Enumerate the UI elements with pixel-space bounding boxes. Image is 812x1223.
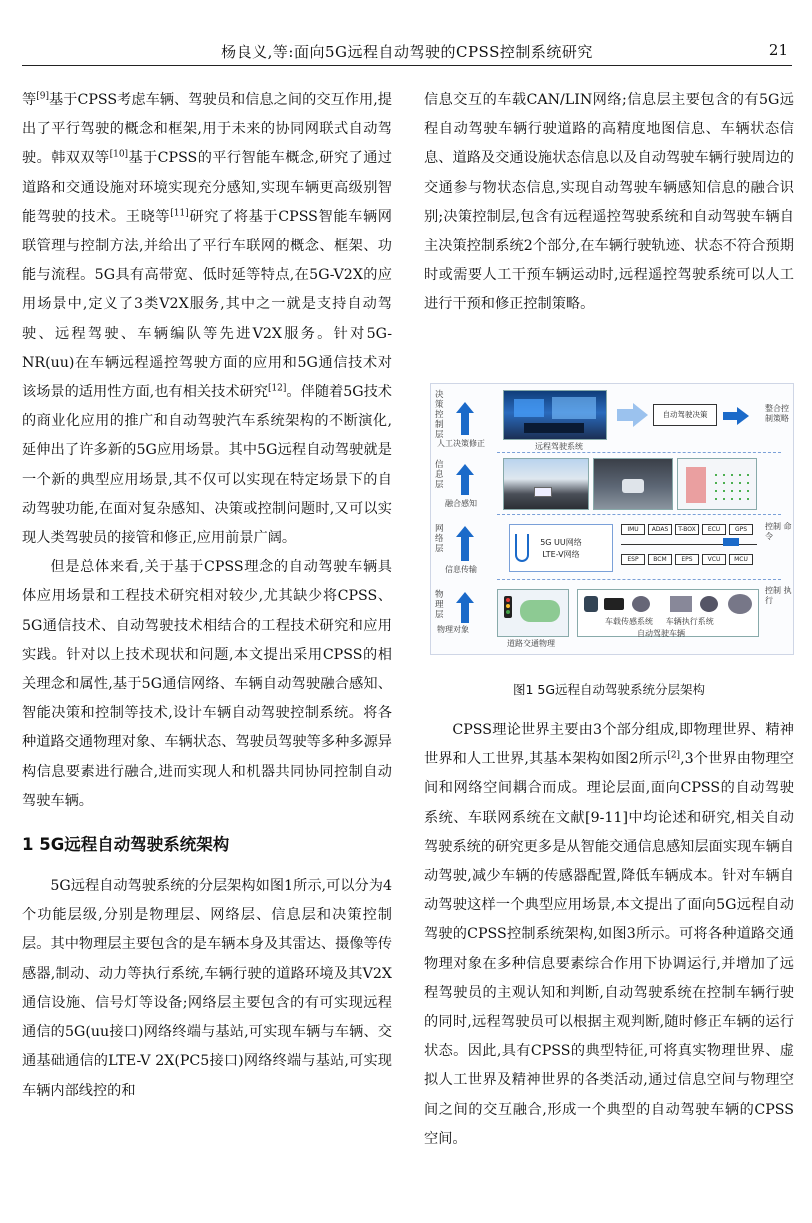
label-side-decision: 整合控 制策略	[765, 404, 789, 423]
paragraph: 等[9]基于CPSS考虑车辆、驾驶员和信息之间的交互作用,提出了平行驾驶的概念和框架,用于未来的协同网联式自动驾驶。韩双双等[10]基于CPSS的平行智能车概念,研究了通过道路和交通设施对环境实现充分感知,实现车辆更高级别智能驾驶的技术。王晓等[11]研究了将基于CPSS智能车辆网联管理与控制方法,并给出了平行车联网的概念、框架、功能与流程。5G具有高带宽、低时延等特点,在5G-V2X的应用场景中,定义了3类V2X服务,其中之一就是支持自动驾驶、远程驾驶、车辆编队等先进V2X服务。针对5G-NR(uu)在车辆远程遥控驾驶方面的应用和5G通信技术对该场景的适用性方面,也有相关技术研究[12]。伴随着5G技术的商业化应用的推广和自动驾驶汽车系统架构的不断演化,延伸出了许多新的5G应用场景。其中5G远程自动驾驶就是一个新的典型应用场景,其不仅可以实现在特定场景下的自动驾驶功能,在面对复杂感知、决策或控制问题时,又可以实现人类驾驶员的接管和修正,应用前景广阔。	[22, 91, 392, 547]
auto-decision-box: 自动驾驶决策	[653, 404, 717, 426]
citation-ref: [10]	[109, 149, 129, 160]
layer-divider	[497, 579, 781, 580]
road-photo	[503, 458, 589, 510]
label-remote-system: 远程驾驶系统	[535, 442, 583, 451]
label-side-exec: 控制 执行	[765, 586, 792, 605]
up-arrow-icon	[456, 526, 474, 537]
right-arrow-stem	[723, 538, 739, 546]
citation-ref: [2]	[667, 750, 681, 761]
up-arrow-stem	[461, 475, 469, 495]
label-vehicle-components: 车载传感系统 车辆执行系统	[605, 617, 714, 626]
network-node-tbox: T-BOX	[675, 524, 699, 535]
network-5g-box: 5G UU网络 LTE-V网络	[509, 524, 613, 572]
citation-ref: [11]	[170, 208, 189, 219]
section-heading: 1 5G远程自动驾驶系统架构	[22, 835, 230, 855]
scene-photo	[593, 458, 673, 510]
paragraph: 信息交互的车载CAN/LIN网络;信息层主要包含的有5G远程自动驾驶车辆行驶道路的高精度地图信息、车辆状态信息、道路及交通设施状态信息以及自动驾驶车辆行驶周边的交通参与物状态信息,实现自动驾驶车辆感知信息的融合识别;决策控制层,包含有远程遥控驾驶系统和自动驾驶车辆自主决策控制系统2个部分,在车辆行驶轨迹、状态不符合预期时或需要人工干预车辆运动时,远程遥控驾驶系统可以人工进行干预和修正控制策略。	[424, 92, 794, 313]
up-arrow-icon	[456, 592, 474, 603]
label-physical-object: 物理对象	[437, 625, 469, 634]
paragraph: 5G远程自动驾驶系统的分层架构如图1所示,可以分为4个功能层级,分别是物理层、网络层、信息层和决策控制层。其中物理层主要包含的是车辆本身及其雷达、摄像等传感器,制动、动力等执行系统,车辆行驶的道路环境及其V2X通信设施、信号灯等设备;网络层主要包含的有可实现远程通信的5G(uu接口)网络终端与基站,可实现车辆与车辆、交通基础通信的LTE-V 2X(PC5接口)网络终端与基站,可实现车辆内部线控的和	[22, 878, 392, 1099]
page-number: 21	[768, 41, 788, 59]
label-vehicle: 自动驾驶车辆	[637, 629, 685, 638]
paragraph: CPSS理论世界主要由3个部分组成,即物理世界、精神世界和人工世界,其基本架构如图2所示[2],3个世界由物理空间和网络空间耦合而成。理论层面,面向CPSS的自动驾驶系统、车联网系统在文献[9-11]中均论述和研究,相关自动驾驶系统的研究更多是从智能交通信息感知层面实现车辆自动驾驶,减少车辆的传感器配置,降低车辆成本。针对车辆自动驾驶这样一个典型应用场景,本文提出了面向5G远程自动驾驶的CPSS控制系统架构,如图3所示。可将各种道路交通物理对象在多种信息要素综合作用下协调运行,并增加了远程驾驶员的主观认知和判断,自动驾驶系统在控制车辆行驶的同时,远程驾驶员可以根据主观判断,随时修正车辆的运行状态。因此,具有CPSS的典型特征,可将真实物理世界、虚拟人工世界及精神世界的各类活动,通过信息空间与物理空间之间的交互融合,形成一个典型的自动驾驶车辆的CPSS空间。	[424, 722, 794, 1147]
figure-caption: 图1 5G远程自动驾驶系统分层架构	[512, 682, 706, 697]
pointcloud-image	[677, 458, 757, 510]
network-node-imu: IMU	[621, 524, 645, 535]
up-arrow-icon	[456, 402, 474, 413]
layer-divider	[497, 514, 781, 515]
network-node-esp: ESP	[621, 554, 645, 565]
network-node-bcm: BCM	[648, 554, 672, 565]
layer-divider	[497, 452, 781, 453]
architecture-figure	[430, 383, 794, 655]
label-info-exchange: 信息传输	[445, 565, 477, 574]
left-column	[22, 86, 392, 1106]
layer-label-network: 网络层	[435, 524, 444, 554]
running-title: 杨良义,等:面向5G远程自动驾驶的CPSS控制系统研究	[221, 43, 593, 61]
network-node-gps: GPS	[729, 524, 753, 535]
up-arrow-stem	[461, 413, 469, 435]
paragraph: 但是总体来看,关于基于CPSS理念的自动驾驶车辆具体应用场景和工程技术研究相对较少,尤其缺少将CPSS、5G通信技术、自动驾驶技术相结合的工程技术研究和应用实践。针对以上技术现状和问题,本文提出采用CPSS的相关理念和属性,基于5G通信网络、车辆自动驾驶融合感知、智能决策和控制等技术,设计车辆自动驾驶控制系统。将各种道路交通物理对象、车辆状态、驾驶员驾驶等多种多源异构信息要素进行融合,进而实现人和机器共同协同控制自动驾驶车辆。	[22, 559, 392, 809]
right-column-lower	[424, 716, 794, 1154]
network-node-ecu: ECU	[702, 524, 726, 535]
network-node-vcu: VCU	[702, 554, 726, 565]
right-arrow-icon	[737, 407, 749, 425]
label-fusion: 融合感知	[445, 499, 477, 508]
layer-label-decision: 决策控制层	[435, 390, 444, 440]
label-side-control: 控制 命令	[765, 522, 792, 541]
network-node-mcu: MCU	[729, 554, 753, 565]
layer-label-physical: 物理层	[435, 590, 444, 620]
label-human-decision: 人工决策修正	[437, 439, 485, 448]
up-arrow-stem	[461, 537, 469, 561]
citation-ref: [9]	[36, 91, 49, 102]
right-column	[424, 86, 794, 320]
remote-driving-photo	[503, 390, 607, 440]
running-header	[22, 36, 792, 66]
network-node-eps: EPS	[675, 554, 699, 565]
layer-label-info: 信息层	[435, 460, 444, 490]
right-arrow-icon	[633, 403, 648, 427]
citation-ref: [12]	[267, 383, 287, 394]
antenna-icon	[515, 534, 529, 562]
network-node-adas: ADAS	[648, 524, 672, 535]
traffic-object-image	[497, 589, 569, 637]
up-arrow-stem	[461, 603, 469, 623]
label-traffic: 道路交通物理	[507, 639, 555, 648]
right-arrow-stem	[617, 409, 633, 421]
up-arrow-icon	[456, 464, 474, 475]
